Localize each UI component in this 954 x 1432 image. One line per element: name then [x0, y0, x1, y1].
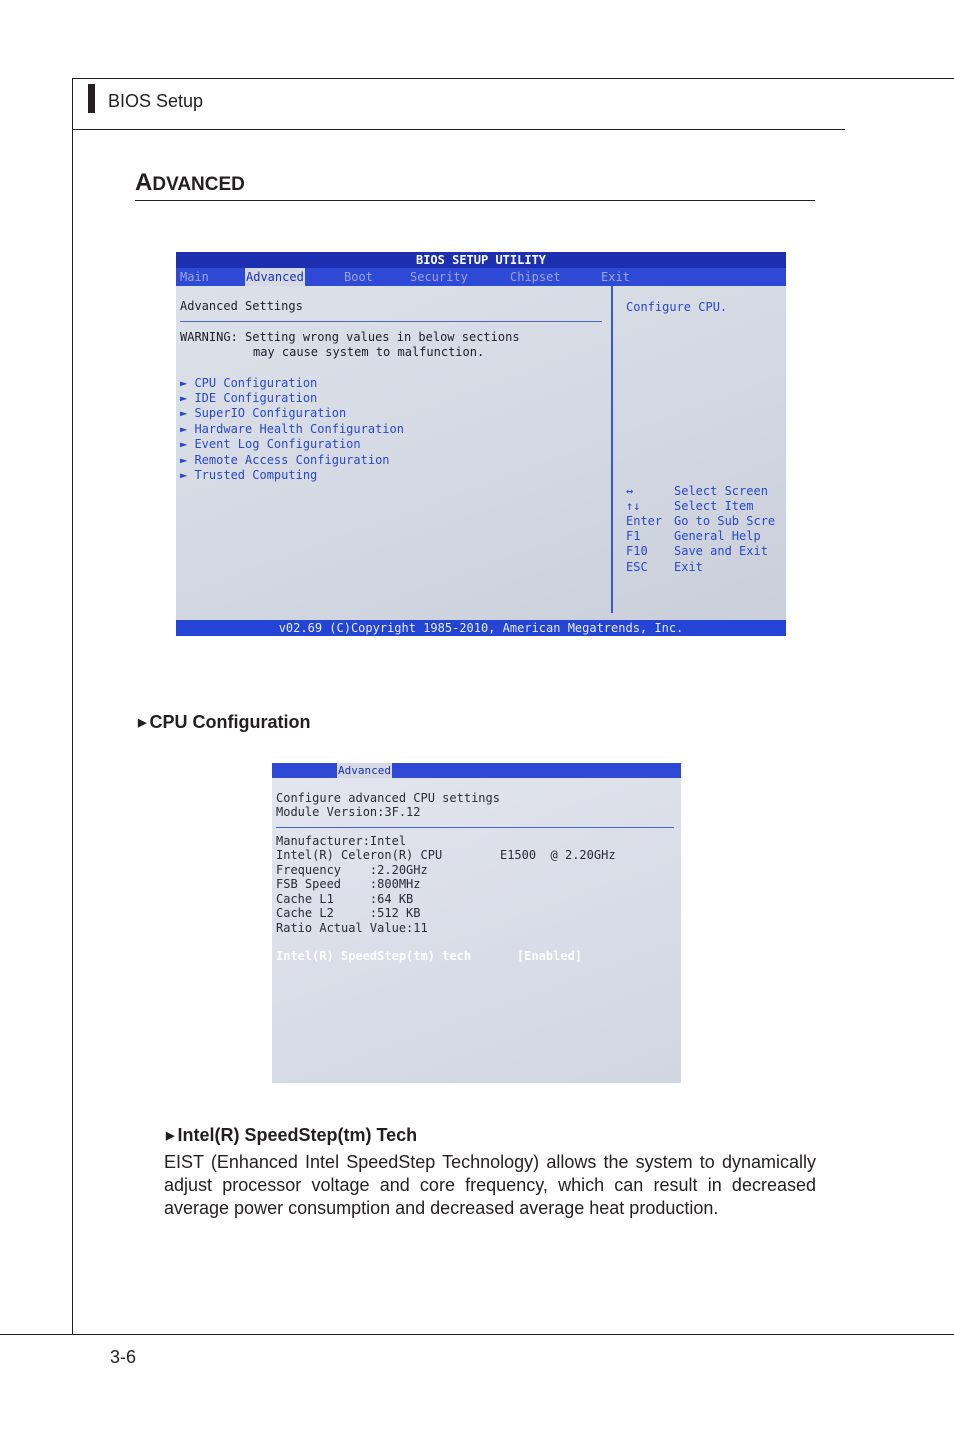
frame-left-line: [72, 78, 73, 1335]
frame-top-line: [72, 78, 954, 79]
bios-key-enter-action: Go to Sub Scre: [674, 514, 776, 528]
bios-cpu-configuration-screenshot: [272, 763, 681, 1083]
bios-key-f1: F1: [626, 529, 641, 543]
header-marker-bar: [88, 84, 95, 113]
bios-warning-line2: may cause system to malfunction.: [253, 345, 485, 359]
section-title: [135, 169, 245, 197]
speedstep-heading-text: Intel(R) SpeedStep(tm) Tech: [177, 1125, 418, 1145]
bios-warning-line1: WARNING: Setting wrong values in below sections: [180, 330, 520, 344]
bios-panel-title: Advanced Settings: [180, 299, 303, 313]
cpu-panel-rule: [276, 827, 674, 828]
bios-key-select-item: ↑↓: [626, 499, 641, 513]
bios-panel-rule: [180, 321, 602, 322]
page-number: 3-6: [110, 1347, 137, 1367]
speedstep-description: EIST (Enhanced Intel SpeedStep Technology) allows the system to dynamically adjust processor voltage and core frequency, which can result in decreased average power consumption and decreased average heat production.: [164, 1152, 816, 1218]
bios-item-remote-access: ► Remote Access Configuration: [180, 453, 390, 467]
bios-item-trusted-computing: ► Trusted Computing: [180, 468, 318, 482]
bios-menu-bar: [176, 268, 786, 286]
section-rule: [135, 200, 815, 201]
cpu-menu-advanced: Advanced: [338, 764, 391, 777]
bios-title-bar: BIOS SETUP UTILITY: [176, 252, 786, 268]
section-title-rest: DVANCED: [152, 174, 245, 195]
triangle-bullet-icon: ▶: [138, 717, 147, 729]
bios-item-hardware-health: ► Hardware Health Configuration: [180, 422, 404, 436]
speedstep-heading: [166, 1125, 417, 1146]
cpu-spec-cache-l2: Cache L2 :512 KB: [276, 906, 421, 920]
cpu-spec-model: Intel(R) Celeron(R) CPU E1500 @ 2.20GHz: [276, 848, 616, 862]
triangle-bullet-icon: ▶: [166, 1130, 175, 1142]
cpu-configure-line: Configure advanced CPU settings: [276, 791, 500, 805]
bios-help-text: Configure CPU.: [626, 300, 728, 314]
cpu-speedstep-option-value: [Enabled]: [517, 949, 583, 963]
cpu-configuration-heading-text: CPU Configuration: [149, 712, 311, 732]
section-title-initial: A: [135, 169, 153, 196]
cpu-spec-manufacturer: Manufacturer:Intel: [276, 834, 407, 848]
bios-menu-advanced: Advanced: [246, 270, 304, 284]
bios-key-f1-action: General Help: [674, 529, 761, 543]
bios-menu-boot: Boot: [344, 270, 373, 284]
bios-advanced-screenshot: [176, 252, 786, 636]
cpu-spec-cache-l1: Cache L1 :64 KB: [276, 892, 414, 906]
bios-key-esc: ESC: [626, 560, 648, 574]
cpu-spec-fsb-speed: FSB Speed :800MHz: [276, 877, 421, 891]
header-divider: [72, 129, 845, 130]
bios-item-superio-configuration: ► SuperIO Configuration: [180, 406, 347, 420]
bios-menu-chipset: Chipset: [510, 270, 561, 284]
bios-key-select-item-action: Select Item: [674, 499, 754, 513]
bios-item-ide-configuration: ► IDE Configuration: [180, 391, 318, 405]
bios-item-cpu-configuration: ► CPU Configuration: [180, 376, 318, 390]
bios-item-event-log: ► Event Log Configuration: [180, 437, 361, 451]
running-header: BIOS Setup: [108, 91, 204, 111]
cpu-spec-ratio: Ratio Actual Value:11: [276, 921, 428, 935]
bios-menu-exit: Exit: [601, 270, 630, 284]
cpu-spec-frequency: Frequency :2.20GHz: [276, 863, 428, 877]
bios-key-f10: F10: [626, 544, 648, 558]
cpu-module-version: Module Version:3F.12: [276, 805, 421, 819]
cpu-configuration-heading: [138, 712, 310, 733]
cpu-speedstep-option-label: Intel(R) SpeedStep(tm) tech: [276, 949, 472, 963]
bios-key-f10-action: Save and Exit: [674, 544, 768, 558]
bios-menu-main: Main: [180, 270, 209, 284]
bios-menu-security: Security: [410, 270, 468, 284]
bios-panel-divider: [611, 286, 613, 613]
cpu-menu-bar: [272, 763, 681, 778]
bios-key-select-screen-action: Select Screen: [674, 484, 768, 498]
bios-copyright-footer: v02.69 (C)Copyright 1985-2010, American Megatrends, Inc.: [176, 620, 786, 636]
bios-key-select-screen: ↔: [626, 484, 634, 498]
bios-key-enter: Enter: [626, 514, 663, 528]
bios-key-esc-action: Exit: [674, 560, 703, 574]
footer-divider: [0, 1334, 954, 1335]
